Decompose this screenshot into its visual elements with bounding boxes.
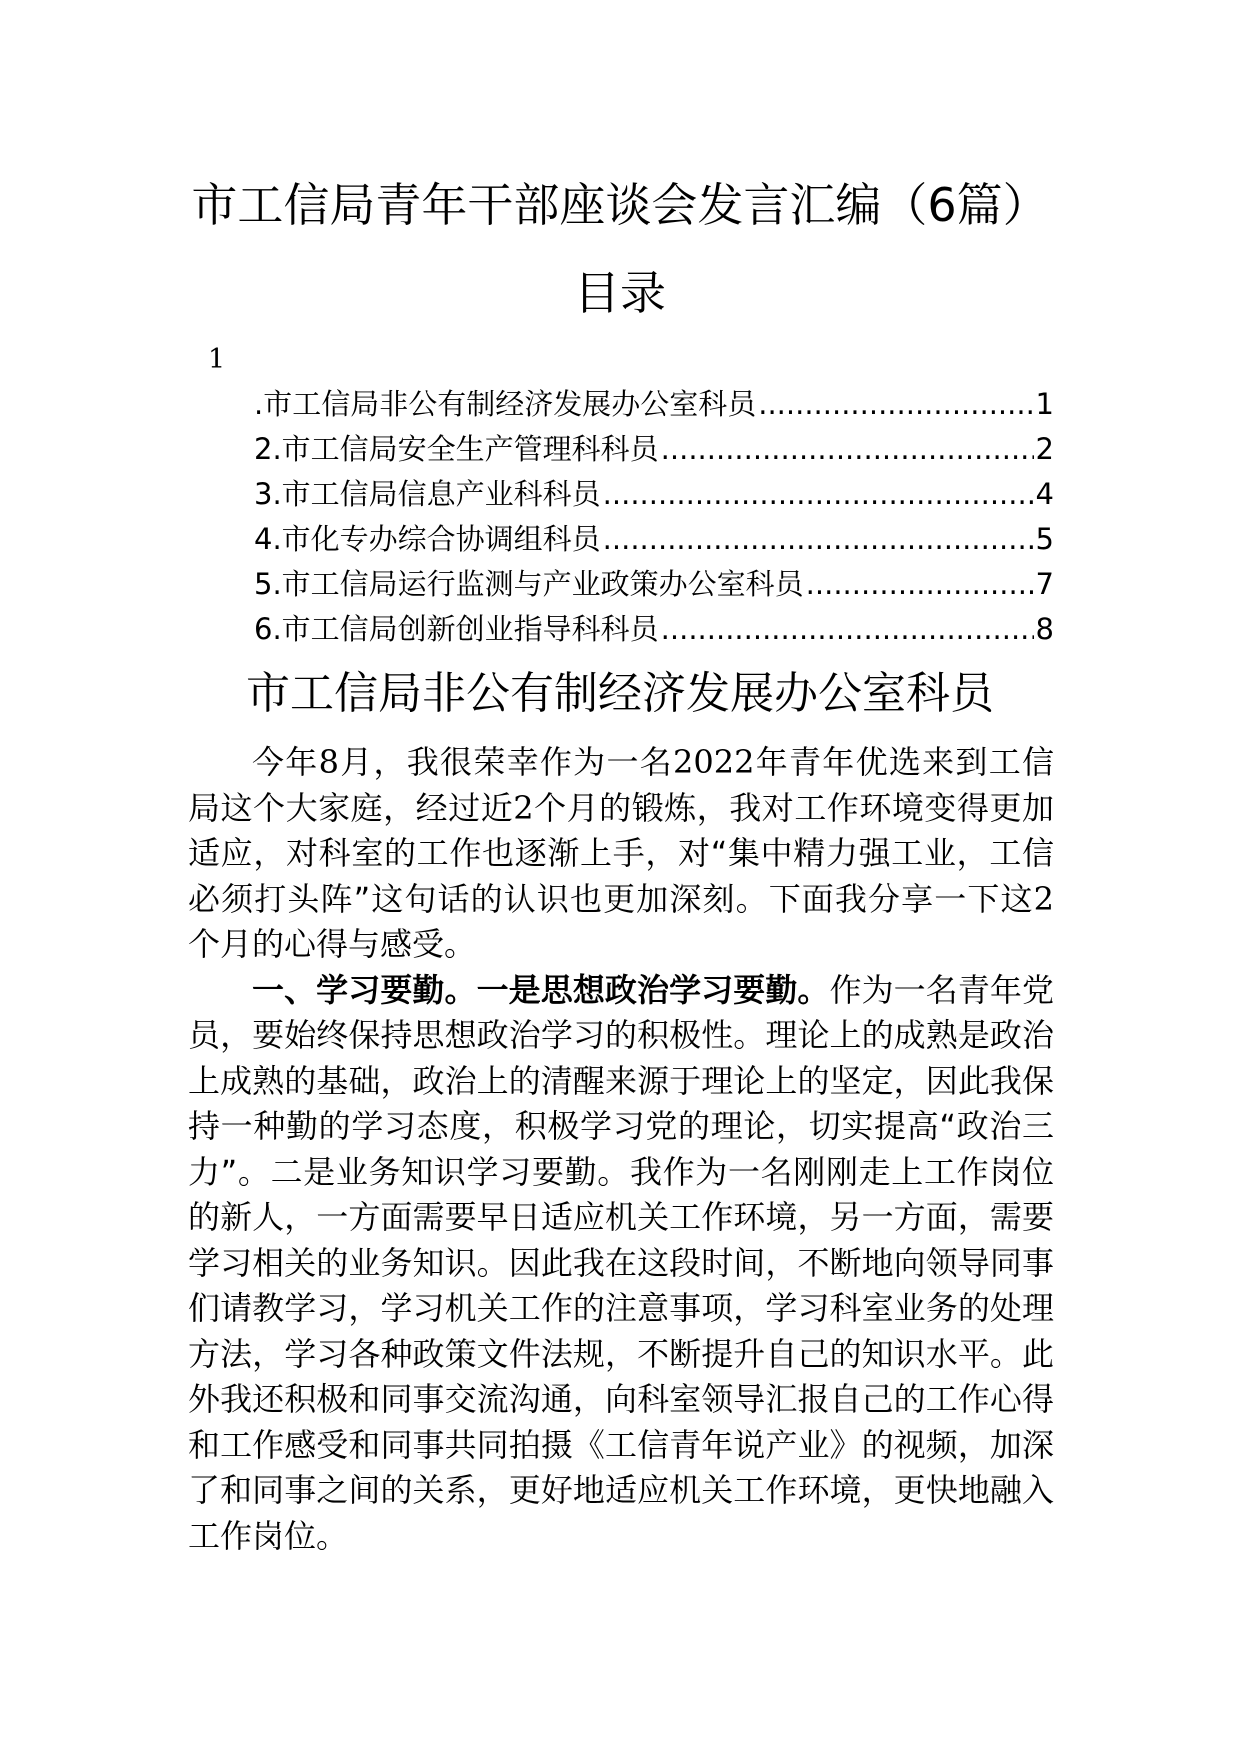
text-run: 作为一名青年党员，要始终保持思想政治学习的积极性。理论上的成熟是政治上成熟的基础，政治上的清醒来源于理论上的坚定，因此我保持一种勤的学习态度，积极学习党的理论，切实提高“政治三力”。二是业务知识学习要勤。我作为一名刚刚走上工作岗位的新人，一方面需要早日适应机关工作环境，另一方面，需要学习相关的业务知识。因此我在这段时间，不断地向领导同事们请教学习，学习机关工作的注意事项，学习科室业务的处理方法，学习各种政策文件法规，不断提升自己的知识水平。此外我还积极和同事交流沟通，向科室领导汇报自己的工作心得和工作感受和同事共同拍摄《工信青年说产业》的视频，加深了和同事之间的关系，更好地适应机关工作环境，更快地融入工作岗位。 [188,970,1054,1555]
toc-entry-label: 2.市工信局安全生产管理科科员 [254,432,659,466]
toc-entry-label: 3.市工信局信息产业科科员 [254,477,601,511]
number-run: 2 [513,788,534,827]
toc-entry-page: 8 [1035,612,1054,646]
toc-entry-page: 4 [1035,477,1054,511]
toc-entry-label: 6.市工信局创新创业指导科科员 [254,612,659,646]
toc-entry[interactable] [254,562,1054,607]
toc-entry-label: .市工信局非公有制经济发展办公室科员 [254,387,757,421]
toc-entry[interactable] [254,517,1054,562]
text-run: 年青年优选来到工信局这个大家庭，经过近 [188,743,1054,827]
toc-entry-page: 1 [1035,387,1054,421]
paragraph [188,968,1054,1560]
toc-entry[interactable] [254,472,1054,517]
toc-entry-label: 4.市化专办综合协调组科员 [254,522,601,556]
toc-entry[interactable] [254,607,1054,652]
toc-leader-dots [603,522,1034,556]
toc-entry-page: 2 [1035,432,1054,466]
text-run: 今年 [252,743,319,781]
toc-entry-label: 5.市工信局运行监测与产业政策办公室科员 [254,567,804,601]
toc-entry-page: 5 [1035,522,1054,556]
text-run: 月，我很荣幸作为一名 [338,743,674,781]
toc-leader-dots [806,567,1034,601]
text-run: 个月的心得与感受。 [188,925,477,963]
toc-leader-dots [758,387,1033,421]
paragraph [188,740,1054,968]
text-run: 个月的锻炼，我对工作环境变得更加适应，对科室的工作也逐渐上手，对“集中精力强工业，工信必须打头阵”这句话的认识也更加深刻。下面我分享一下这 [188,788,1054,918]
toc-entry-page: 7 [1035,567,1054,601]
toc-heading: 目录 [574,266,666,320]
table-of-contents [254,382,1054,652]
number-run: 2022 [673,743,755,781]
toc-entry[interactable] [254,427,1054,472]
section-title: 市工信局非公有制经济发展办公室科员 [246,668,994,719]
toc-first-number: 1 [208,344,226,375]
document-title: 市工信局青年干部座谈会发言汇编（6篇） [191,178,1049,232]
toc-leader-dots [661,432,1034,466]
toc-leader-dots [661,612,1034,646]
toc-entry[interactable] [254,382,1054,427]
bold-heading-run: 一、学习要勤。一是思想政治学习要勤。 [252,970,830,1009]
number-run: 8 [318,743,339,781]
toc-leader-dots [603,477,1034,511]
body-text [188,740,1054,1559]
number-run: 2 [1033,879,1054,918]
